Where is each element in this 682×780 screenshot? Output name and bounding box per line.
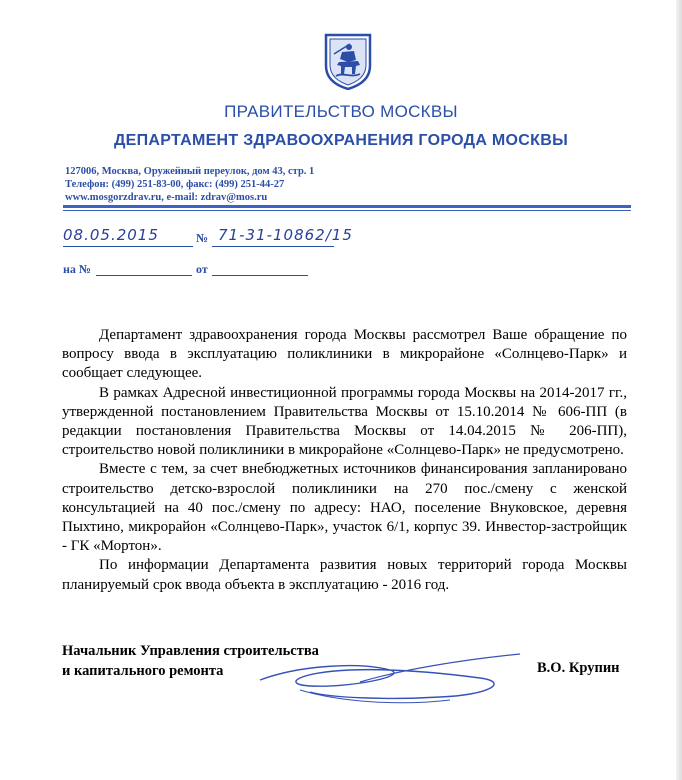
reference-label: на № <box>63 262 91 276</box>
web-line: www.mosgorzdrav.ru, e-mail: zdrav@mos.ru <box>65 192 268 203</box>
paragraph: Департамент здравоохранения города Москвы рассмотрел Ваше обращение по вопросу ввода в эксплуатацию поликлиники в микрорайоне «Солнцево-Парк» и сообщает следующее. <box>62 327 627 382</box>
date-underline <box>63 246 193 247</box>
reference-underline <box>96 275 192 276</box>
from-underline <box>212 275 308 276</box>
address-line: 127006, Москва, Оружейный переулок, дом 43, стр. 1 <box>65 166 315 177</box>
government-title: ПРАВИТЕЛЬСТВО МОСКВЫ <box>224 102 458 121</box>
header-divider-thin <box>63 210 631 211</box>
signatory-name: В.О. Крупин <box>537 660 620 676</box>
number-label: № <box>196 231 209 245</box>
handwritten-signature-icon <box>240 640 540 720</box>
department-title: ДЕПАРТАМЕНТ ЗДРАВООХРАНЕНИЯ ГОРОДА МОСКВЫ <box>113 132 569 149</box>
signatory-title-line2: и капитального ремонта <box>62 663 224 679</box>
number-underline <box>212 246 334 247</box>
header-divider-thick <box>63 205 631 208</box>
paragraph: В рамках Адресной инвестиционной программы города Москвы на 2014-2017 гг., утвержденной постановлением Правительства Москвы от 15.10.2014 № 606-ПП (в редакции постановления Правительства Москвы от 14.04.2015 № 206-ПП), строительство новой поликлиники в микрорайоне «Солнцево-Парк» не предусмотрено. <box>62 384 627 459</box>
registration-number: 71-31-10862/15 <box>218 226 353 244</box>
paragraph: Вместе с тем, за счет внебюджетных источников финансирования запланировано строительство детско-взрослой поликлиники на 270 пос./смену с женской консультацией на 40 пос./смену по адресу: НАО, поселение Внуковское, деревня Пыхтино, микрорайон «Солнцево-Парк», участок 6/1, корпус 39. Инвестор-застройщик - ГК «Мортон». <box>62 461 627 555</box>
letter-body <box>62 326 627 595</box>
from-label: от <box>196 262 208 276</box>
signatory-title-line1: Начальник Управления строительства <box>62 643 319 659</box>
paragraph: По информации Департамента развития новых территорий города Москвы планируемый срок ввода объекта в эксплуатацию - 2016 год. <box>62 557 627 593</box>
contact-block <box>65 165 314 204</box>
registration-date: 08.05.2015 <box>63 226 159 244</box>
moscow-coat-of-arms-icon <box>322 32 374 90</box>
phone-line: Телефон: (499) 251-83-00, факс: (499) 251-44-27 <box>65 179 285 190</box>
